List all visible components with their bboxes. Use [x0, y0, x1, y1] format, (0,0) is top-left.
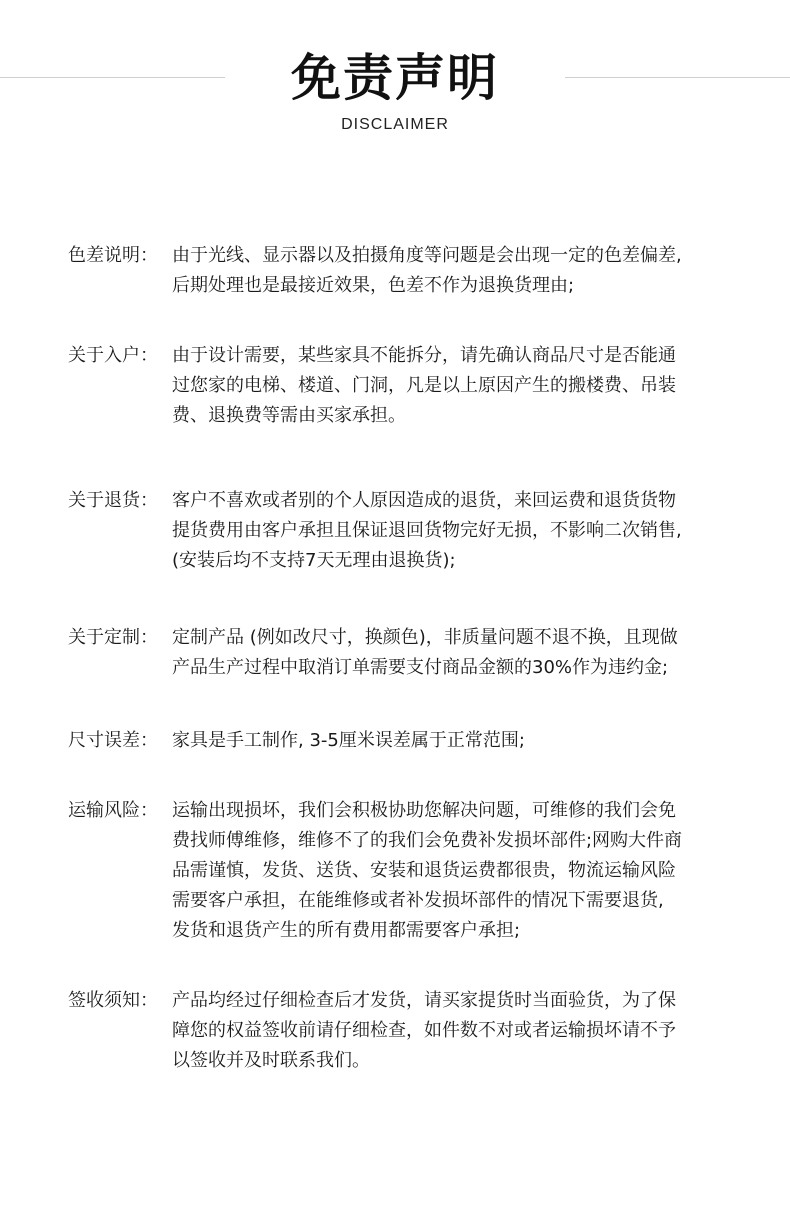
section-body	[172, 241, 682, 301]
section-line: 费找师傅维修，维修不了的我们会免费补发损坏部件;网购大件商	[172, 830, 683, 851]
section-label: 关于定制：	[68, 627, 158, 648]
section-line: 费、退换费等需由买家承担。	[172, 405, 406, 426]
section-line: 过您家的电梯、楼道、门洞，凡是以上原因产生的搬楼费、吊装	[172, 375, 676, 396]
section-body	[172, 986, 676, 1076]
section-body	[172, 796, 682, 946]
section-line: 发货和退货产生的所有费用都需要客户承担;	[172, 920, 521, 941]
section-label: 尺寸误差：	[68, 730, 158, 751]
section-line: 家具是手工制作, 3-5厘米误差属于正常范围;	[172, 730, 525, 751]
section-body	[172, 486, 682, 576]
page-subtitle: DISCLAIMER	[341, 116, 449, 133]
section-line: 产品生产过程中取消订单需要支付商品金额的30%作为违约金;	[172, 657, 669, 678]
section-line: 以签收并及时联系我们。	[172, 1050, 370, 1071]
section-label: 色差说明：	[68, 245, 158, 266]
section-line: 产品均经过仔细检查后才发货，请买家提货时当面验货，为了保	[172, 990, 676, 1011]
page-title: 免责声明	[291, 49, 499, 107]
section-line: 障您的权益签收前请仔细检查，如件数不对或者运输损坏请不予	[172, 1020, 676, 1041]
section-label: 运输风险：	[68, 800, 158, 821]
section-label: 签收须知：	[68, 990, 158, 1011]
section-line: 运输出现损坏，我们会积极协助您解决问题，可维修的我们会免	[172, 800, 676, 821]
section-line: 品需谨慎，发货、送货、安装和退货运费都很贵，物流运输风险	[172, 860, 676, 881]
section-line: 由于光线、显示器以及拍摄角度等问题是会出现一定的色差偏差,	[172, 245, 682, 266]
section-label: 关于入户：	[68, 345, 158, 366]
section-line: 后期处理也是最接近效果，色差不作为退换货理由;	[172, 275, 575, 296]
section-body	[172, 623, 678, 683]
section-body	[172, 341, 676, 431]
section-body	[172, 726, 525, 756]
section-line: (安装后均不支持7天无理由退换货);	[172, 550, 456, 571]
section-line: 需要客户承担，在能维修或者补发损坏部件的情况下需要退货,	[172, 890, 664, 911]
section-line: 定制产品 (例如改尺寸，换颜色)，非质量问题不退不换，且现做	[172, 627, 678, 648]
section-line: 由于设计需要，某些家具不能拆分，请先确认商品尺寸是否能通	[172, 345, 676, 366]
section-line: 提货费用由客户承担且保证退回货物完好无损，不影响二次销售,	[172, 520, 682, 541]
section-line: 客户不喜欢或者别的个人原因造成的退货，来回运费和退货货物	[172, 490, 676, 511]
section-label: 关于退货：	[68, 490, 158, 511]
